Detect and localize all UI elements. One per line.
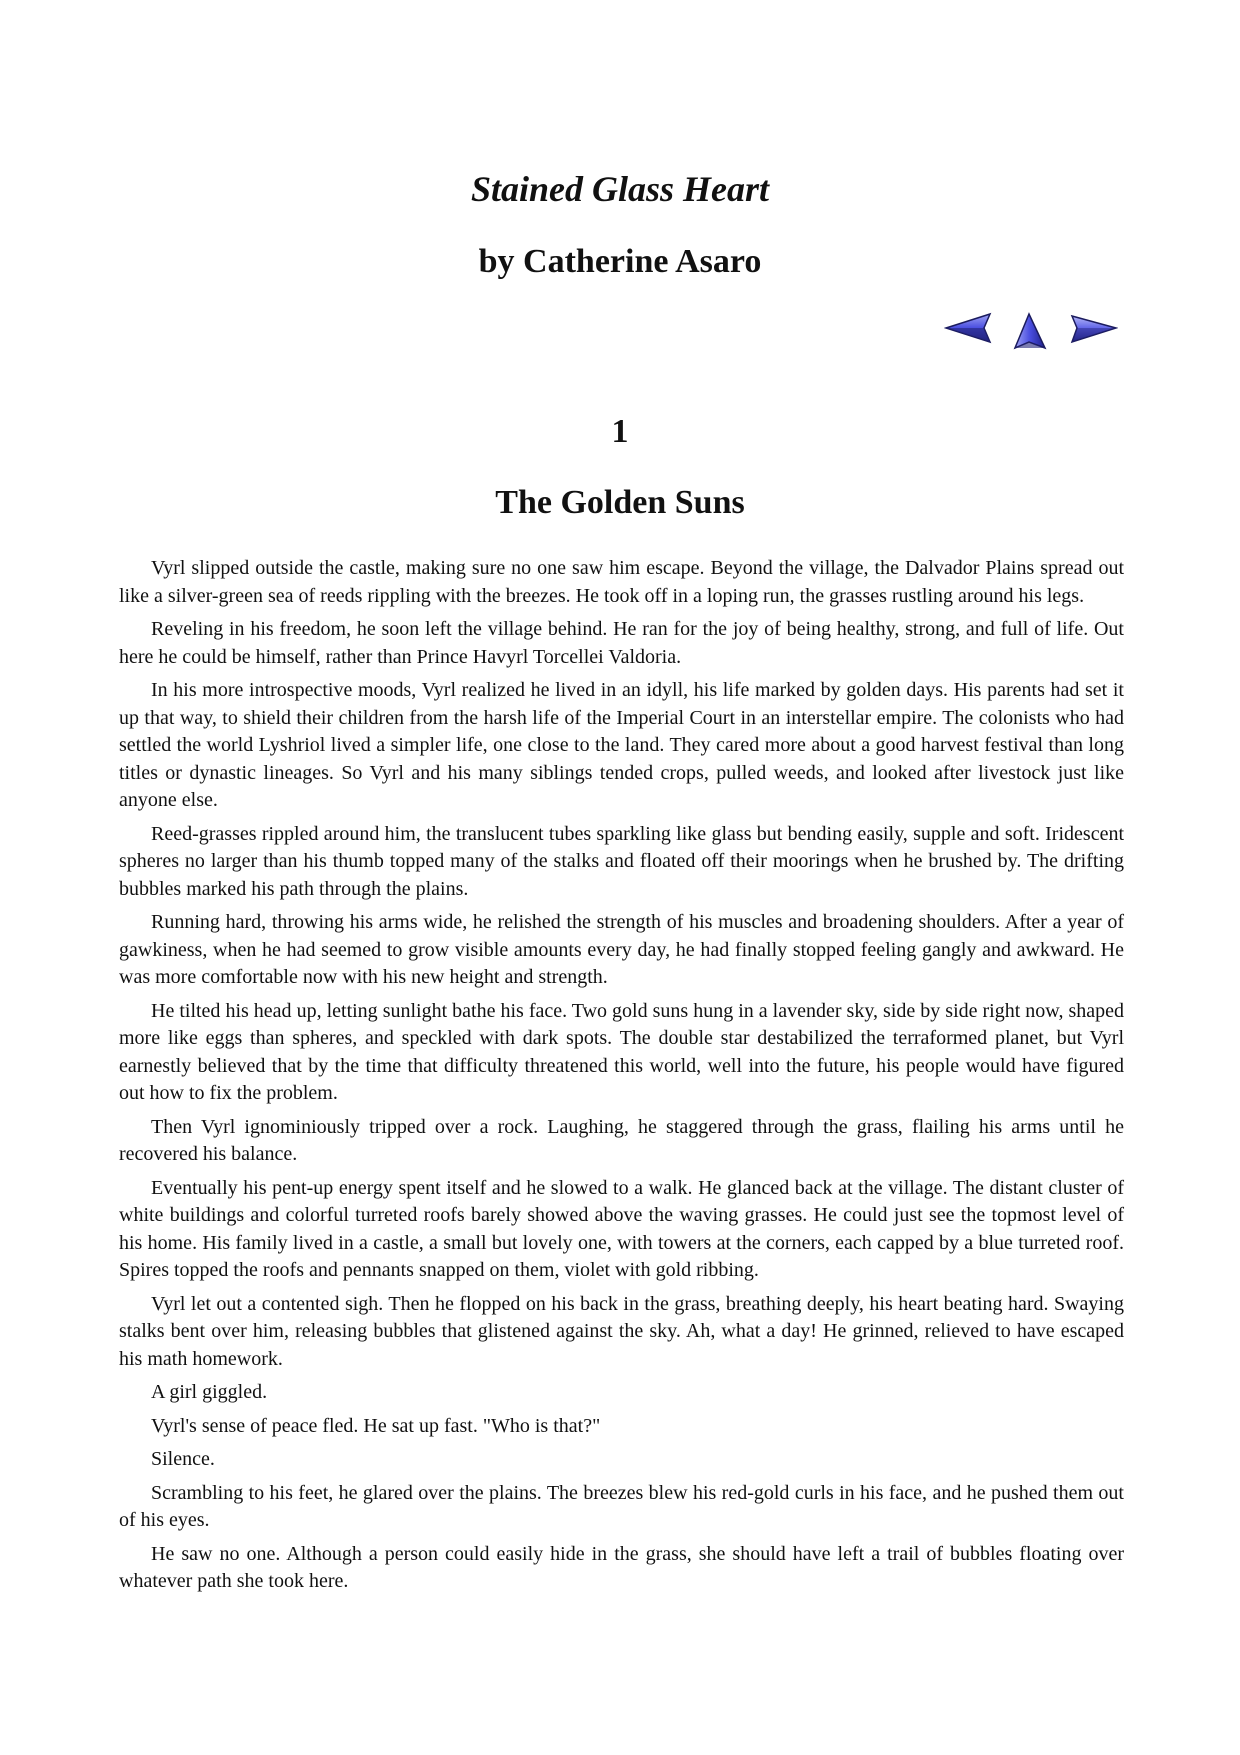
arrow-right-icon xyxy=(1068,312,1118,348)
paragraph: Eventually his pent-up energy spent itself and he slowed to a walk. He glanced back at the village. The distant cluster of white buildings and colorful turreted roofs barely showed above the waving grasses. He could just see the topmost level of his home. His family lived in a castle, a small but lovely one, with towers at the corners, each capped by a blue turreted roof. Spires topped the roofs and pennants snapped on them, violet with gold ribbing. xyxy=(119,1176,1124,1281)
up-contents-button[interactable] xyxy=(1012,312,1048,357)
chapter-body xyxy=(119,555,1124,1602)
book-author: by Catherine Asaro xyxy=(478,243,762,280)
paragraph: Vyrl slipped outside the castle, making sure no one saw him escape. Beyond the village, the Dalvador Plains spread out like a silver-green sea of reeds rippling with the breezes. He took off in a loping run, the grasses rustling around his legs. xyxy=(119,557,1124,607)
chapter-number: 1 xyxy=(611,413,629,450)
paragraph: He tilted his head up, letting sunlight bathe his face. Two gold suns hung in a lavender sky, side by side right now, shaped more like eggs than spheres, and speckled with dark spots. The double star destabilized the terraformed planet, but Vyrl earnestly believed that by the time that difficulty threatened this world, well into the future, his people would have figured out how to fix the problem. xyxy=(119,999,1124,1104)
paragraph: Vyrl let out a contented sigh. Then he flopped on his back in the grass, breathing deeply, his heart beating hard. Swaying stalks bent over him, releasing bubbles that glistened against the sky. Ah, what a day! He grinned, relieved to have escaped his math homework. xyxy=(119,1292,1124,1370)
book-title: Stained Glass Heart xyxy=(470,169,770,209)
arrow-up-icon xyxy=(1012,312,1048,352)
arrow-left-icon xyxy=(944,312,992,348)
paragraph: He saw no one. Although a person could easily hide in the grass, she should have left a trail of bubbles floating over whatever path she took here. xyxy=(119,1542,1124,1592)
chapter-title: The Golden Suns xyxy=(495,484,745,521)
paragraph: In his more introspective moods, Vyrl realized he lived in an idyll, his life marked by golden days. His parents had set it up that way, to shield their children from the harsh life of the Imperial Court in an interstellar empire. The colonists who had settled the world Lyshriol lived a simpler life, one close to the land. They cared more about a good harvest festival than long titles or dynastic lineages. So Vyrl and his many siblings tended crops, pulled weeds, and looked after livestock just like anyone else. xyxy=(119,679,1124,811)
paragraph: A girl giggled. xyxy=(151,1381,268,1403)
page-navigation xyxy=(944,312,1124,352)
paragraph: Silence. xyxy=(151,1448,215,1470)
paragraph: Reed-grasses rippled around him, the translucent tubes sparkling like glass but bending easily, supple and soft. Iridescent spheres no larger than his thumb topped many of the stalks and floated off their moorings when he brushed by. The drifting bubbles marked his path through the plains. xyxy=(119,822,1124,900)
next-page-button[interactable] xyxy=(1068,312,1118,353)
paragraph: Then Vyrl ignominiously tripped over a rock. Laughing, he staggered through the grass, flailing his arms until he recovered his balance. xyxy=(119,1115,1124,1165)
paragraph: Reveling in his freedom, he soon left the village behind. He ran for the joy of being healthy, strong, and full of life. Out here he could be himself, rather than Prince Havyrl Torcellei Valdoria. xyxy=(119,618,1124,668)
paragraph: Vyrl's sense of peace fled. He sat up fast. "Who is that?" xyxy=(151,1414,601,1437)
paragraph: Running hard, throwing his arms wide, he relished the strength of his muscles and broadening shoulders. After a year of gawkiness, when he had seemed to grow visible amounts every day, he had finally stopped feeling gangly and awkward. He was more comfortable now with his new height and strength. xyxy=(119,911,1124,988)
paragraph: Scrambling to his feet, he glared over the plains. The breezes blew his red-gold curls in his face, and he pushed them out of his eyes. xyxy=(119,1481,1124,1531)
previous-page-button[interactable] xyxy=(944,312,992,353)
